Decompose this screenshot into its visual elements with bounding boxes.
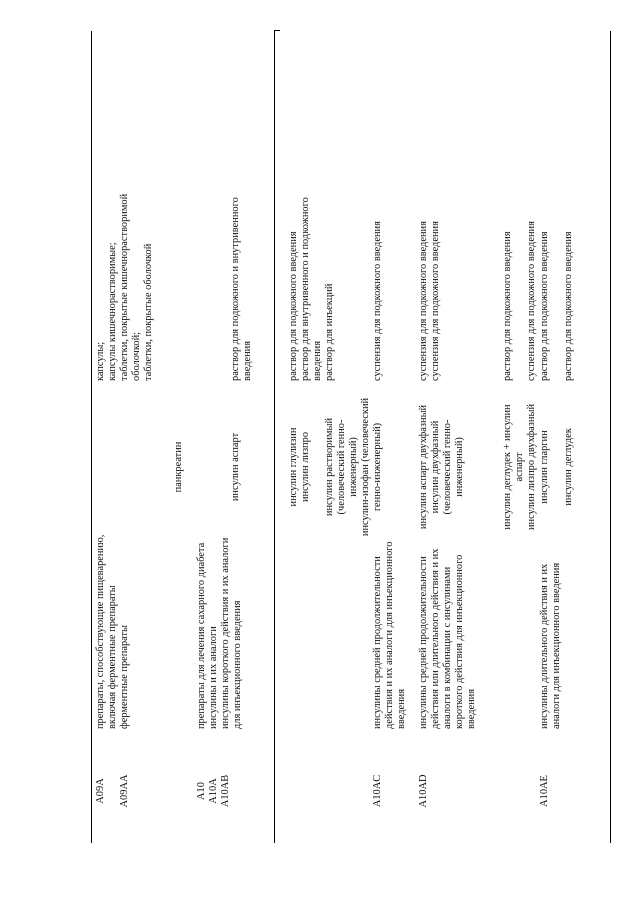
dosage-form: раствор для подкожного и внутривенного введения — [230, 197, 253, 381]
table-bottom-rule — [610, 31, 611, 843]
drug-name: инсулин аспарт двухфазный инсулин двухфазный (человеческий генно- инженерный) — [418, 404, 465, 530]
group-description: инсулины средней продолжительности действия и их аналоги для инъекционного введения — [372, 541, 407, 729]
group-description: инсулины длительного действия и их аналоги для инъекционного введения — [539, 562, 562, 729]
drug-name: инсулин-изофан (человеческий генно-инженерный) — [360, 397, 383, 537]
section-divider-tick — [274, 30, 280, 31]
drug-name: инсулин гларгин инсулин деглудек — [539, 428, 574, 506]
drug-name: инсулин аспарт — [230, 432, 241, 502]
group-description: инсулины средней продолжительности действия или длительного действия и их аналоги в комбинации с инсулинами короткого действия для инъекционного введения — [418, 548, 477, 729]
atc-code: A10 A10A A10AB — [196, 774, 231, 808]
group-description: препараты, способствующие пищеварению, включая ферментные препараты ферментные препараты — [95, 534, 130, 729]
dosage-form: раствор для подкожного введения суспензия для подкожного введения — [502, 221, 537, 381]
drug-name: инсулин деглудек + инсулин аспарт инсулин лизпро двухфазный — [502, 403, 537, 531]
atc-code: A10AD — [418, 774, 429, 808]
dosage-form: раствор для подкожного введения раствор для внутривенного и подкожного введения раствор для инъекций — [288, 197, 335, 381]
drug-name: панкреатин — [173, 441, 184, 493]
atc-code: A10AE — [539, 775, 550, 807]
dosage-form: раствор для подкожного введения раствор для подкожного введения — [539, 231, 574, 381]
drug-name: инсулин глулизин инсулин лизпро инсулин растворимый (человеческий генно- инженерный) — [288, 417, 359, 517]
dosage-form: суспензия для подкожного введения суспензия для подкожного введения — [418, 221, 441, 381]
section-divider — [274, 31, 275, 843]
atc-code: A10AC — [372, 774, 383, 808]
dosage-form: суспензия для подкожного введения — [372, 221, 383, 381]
rotated-page — [91, 31, 610, 843]
group-description: препараты для лечения сахарного диабета инсулины и их аналоги инсулины короткого действия и их аналоги для инъекционного введения — [196, 537, 243, 729]
atc-code: A09A A09AA — [95, 774, 130, 808]
table-top-rule — [91, 31, 92, 843]
dosage-form: капсулы; капсулы кишечнорастворимые; таблетки, покрытые кишечнорастворимой оболочкой; таблетки, покрытые оболочкой — [95, 193, 154, 381]
